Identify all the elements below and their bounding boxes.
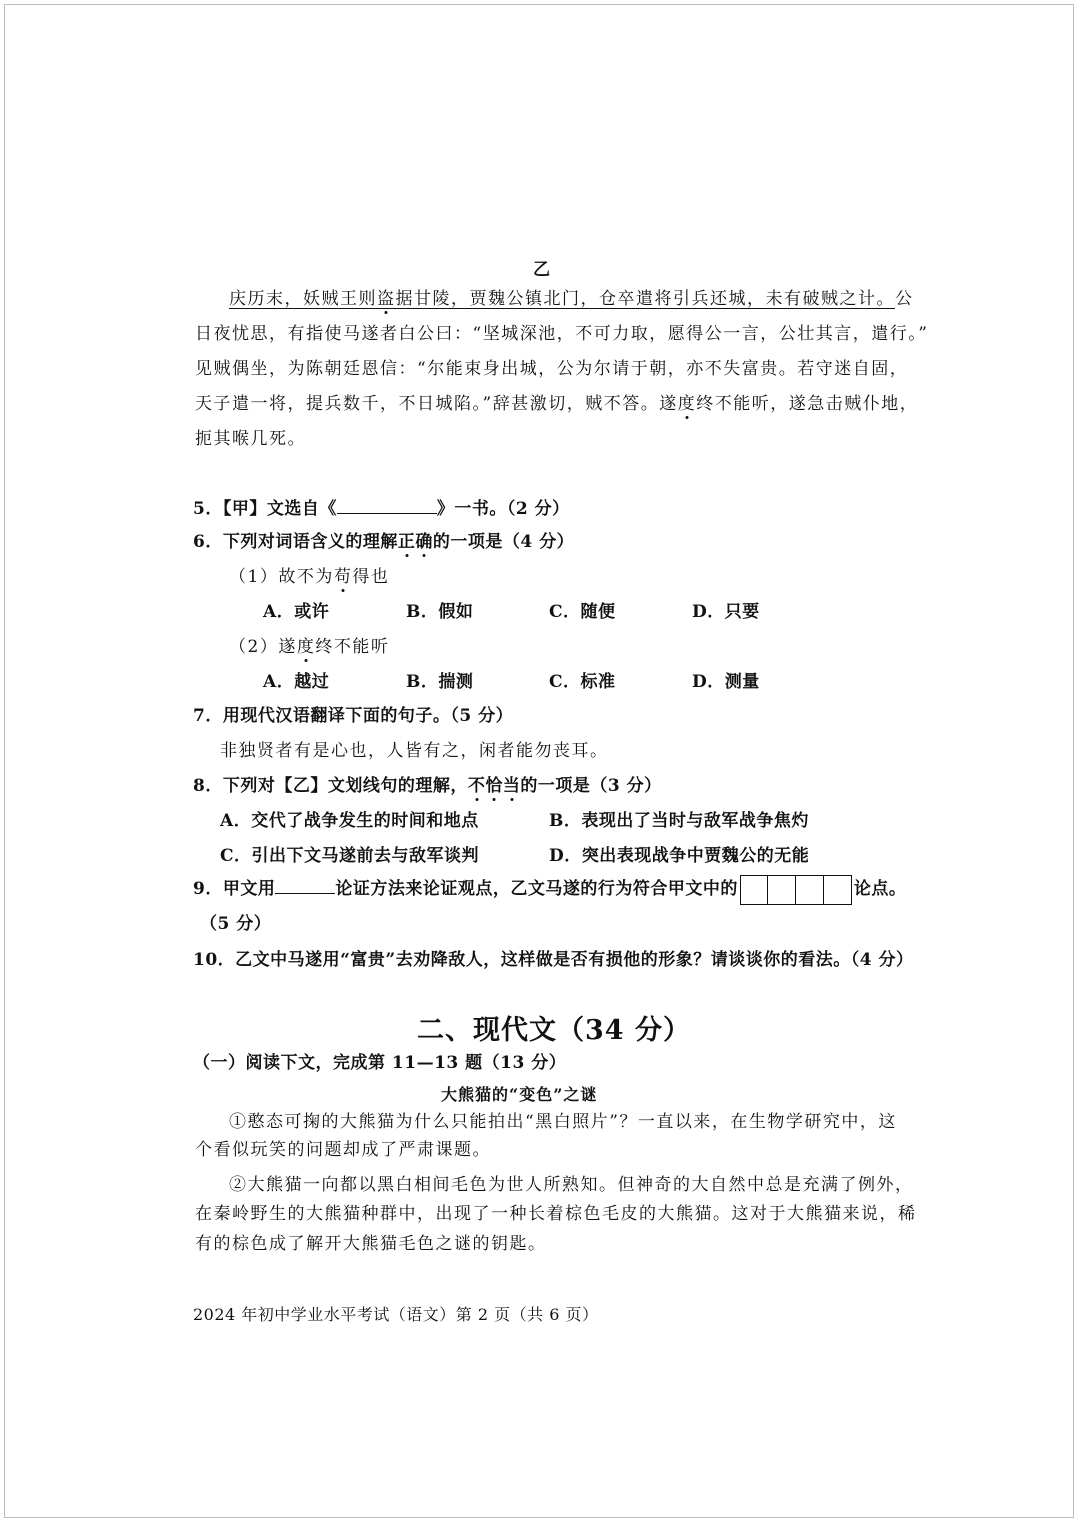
q9-answer-boxes[interactable] [740, 875, 852, 905]
underlined-part-b: 据甘陵，贾魏公镇北门，仓卒遣将引兵还城，未有破贼之计。 [395, 289, 895, 309]
q6-2-text-b: 终不能听 [315, 637, 390, 657]
question-10: 10．乙文中马遂用“富贵”去劝降敌人，这样做是否有损他的形象？请谈谈你的看法。（4 分） [193, 950, 914, 970]
dotted-char: 不 [467, 776, 486, 796]
answer-box[interactable] [796, 875, 824, 905]
q6-text-a: 6．下列对词语含义的理解 [193, 532, 398, 552]
dotted-char: 盗 [377, 289, 396, 309]
q9-text-a: 9．甲文用 [193, 879, 276, 899]
q5-text-b: 》一书。（2 分） [436, 499, 570, 519]
q6-2-option-c: C．标准 [549, 672, 616, 692]
section-heading: 二、现代文（34 分） [417, 1015, 691, 1046]
article-title: 大熊猫的“变色”之谜 [441, 1085, 598, 1104]
q6-2-option-b: B．揣测 [406, 672, 474, 692]
yi-line-4 [195, 394, 918, 414]
yi-line-1 [229, 289, 914, 309]
question-9-score: （5 分） [200, 914, 272, 934]
line4-part-a: 天子遣一将，提兵数千，不日城陷。”辞甚激切，贼不答。遂 [195, 394, 678, 414]
dotted-char: 苟 [333, 567, 353, 587]
q6-2-text-a: （2）遂 [229, 637, 297, 657]
answer-box[interactable] [740, 875, 768, 905]
q5-answer-blank[interactable] [337, 497, 437, 514]
dotted-char: 度 [677, 394, 697, 414]
passage-yi-title: 乙 [533, 260, 550, 280]
question-6-2 [229, 637, 389, 657]
paragraph-1-line-1: ①憨态可掬的大熊猫为什么只能拍出“黑白照片”？一直以来，在生物学研究中，这 [229, 1112, 897, 1132]
question-7: 7．用现代汉语翻译下面的句子。（5 分） [193, 706, 514, 726]
question-6-1 [229, 567, 389, 587]
paragraph-2-line-1: ②大熊猫一向都以黑白相间毛色为世人所熟知。但神奇的大自然中总是充满了例外， [229, 1175, 914, 1195]
underlined-part-a: 庆历末，妖贼王则 [229, 289, 377, 309]
line-tail: 公 [895, 289, 914, 309]
question-8 [193, 776, 662, 796]
q6-2-option-a: A．越过 [263, 672, 330, 692]
q6-2-option-d: D．测量 [692, 672, 760, 692]
q8-option-c: C．引出下文马遂前去与敌军谈判 [220, 846, 480, 866]
q6-1-option-c: C．随便 [549, 602, 616, 622]
paragraph-1-line-2: 个看似玩笑的问题却成了严肃课题。 [195, 1140, 491, 1160]
dotted-char: 恰 [485, 776, 503, 796]
question-7-sentence: 非独贤者有是心也，人皆有之，闲者能勿丧耳。 [220, 741, 609, 761]
q8-text-a: 8．下列对【乙】文划线句的理解， [193, 776, 468, 796]
q6-1-option-d: D．只要 [692, 602, 760, 622]
q6-1-text-a: （1）故不为 [229, 567, 334, 587]
q6-1-option-b: B．假如 [406, 602, 474, 622]
underlined-sentence [229, 289, 895, 309]
yi-line-3: 见贼偶坐，为陈朝廷恩信：“尔能束身出城，公为尔请于朝，亦不失富贵。若守迷自固， [195, 359, 909, 379]
q9-method-blank[interactable] [275, 877, 335, 894]
page-footer: 2024 年初中学业水平考试（语文）第 2 页（共 6 页） [193, 1305, 599, 1324]
yi-line-5: 扼其喉几死。 [195, 429, 306, 449]
q9-text-c: 论点。 [853, 879, 907, 899]
answer-box[interactable] [824, 875, 852, 905]
q6-1-text-b: 得也 [352, 567, 390, 587]
q8-text-b: 的一项是（3 分） [520, 776, 662, 796]
dotted-char: 正 [397, 532, 416, 552]
q9-text-b: 论证方法来论证观点，乙文马遂的行为符合甲文中的 [335, 879, 738, 899]
q8-option-a: A．交代了战争发生的时间和地点 [220, 811, 479, 831]
section-sub-heading: （一）阅读下文，完成第 11—13 题（13 分） [193, 1053, 567, 1073]
q6-1-option-a: A．或许 [263, 602, 330, 622]
dotted-char: 当 [502, 776, 521, 796]
paragraph-2-line-3: 有的棕色成了解开大熊猫毛色之谜的钥匙。 [195, 1234, 547, 1254]
paragraph-2-line-2: 在秦岭野生的大熊猫种群中，出现了一种长着棕色毛皮的大熊猫。这对于大熊猫来说，稀 [195, 1204, 917, 1224]
q8-option-b: B．表现出了当时与敌军战争焦灼 [549, 811, 809, 831]
q6-text-b: 的一项是（4 分） [432, 532, 575, 552]
dotted-char: 确 [415, 532, 433, 552]
dotted-char: 度 [296, 637, 316, 657]
q5-text-a: 5．【甲】文选自《 [193, 499, 337, 519]
question-9 [193, 874, 906, 905]
yi-line-2: 日夜忧思，有指使马遂者白公曰：“坚城深池，不可力取，愿得公一言，公壮其言，遣行。” [195, 324, 929, 344]
page-border [4, 4, 1074, 1518]
answer-box[interactable] [768, 875, 796, 905]
line4-part-b: 终不能听，遂急击贼仆地， [696, 394, 919, 414]
question-6 [193, 532, 574, 552]
question-5 [193, 497, 570, 519]
q8-option-d: D．突出表现战争中贾魏公的无能 [549, 846, 810, 866]
